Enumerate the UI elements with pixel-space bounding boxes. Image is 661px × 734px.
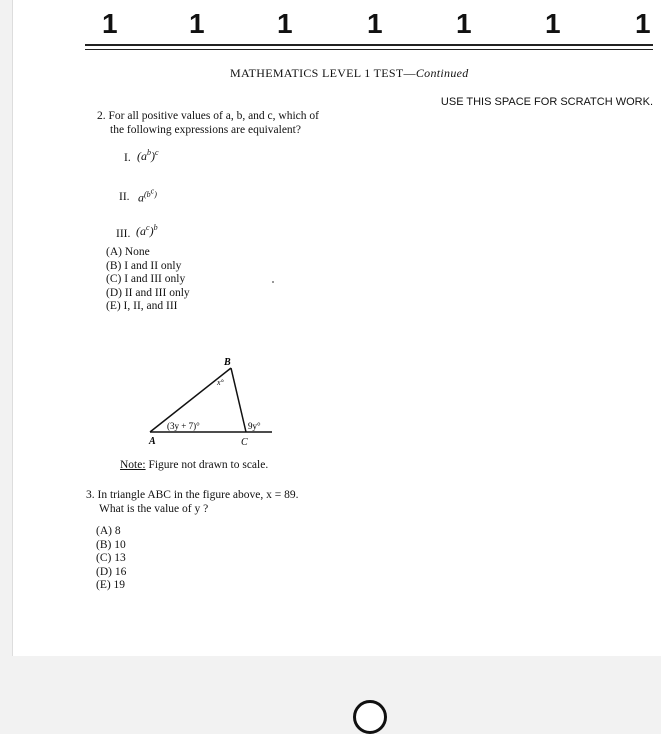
section-number-row (85, 8, 655, 48)
question-stem: In triangle ABC in the figure above, x = 89. (97, 489, 299, 501)
header-rule (85, 44, 653, 46)
answer-choice[interactable]: (B) I and II only (106, 259, 182, 272)
answer-choice[interactable]: (D) 16 (96, 565, 127, 578)
answer-choice[interactable]: (E) 19 (96, 579, 126, 592)
vertex-a-label: A (149, 436, 156, 447)
roman-numeral: I. (124, 152, 131, 164)
answer-choice[interactable]: (E) I, II, and III (106, 300, 178, 313)
question-stem-continued: What is the value of y ? (99, 502, 209, 515)
section-mark: 1 (102, 8, 118, 39)
vertex-c-label: C (241, 437, 248, 448)
expression-ii: $a^{(b^c)}$ (138, 186, 157, 205)
circle-button[interactable] (353, 700, 387, 734)
answer-choice[interactable]: (D) II and III only (106, 286, 190, 299)
answer-choice[interactable]: (A) 8 (96, 525, 121, 537)
answer-choice[interactable]: (A) None (106, 246, 150, 258)
question-2 (97, 110, 319, 137)
section-mark: 1 (277, 8, 293, 39)
section-mark: 1 (456, 8, 472, 39)
note-label: Note: (120, 459, 146, 471)
roman-numeral: II. (119, 191, 130, 203)
vertex-b-label: B (224, 357, 231, 368)
answer-choice[interactable]: (C) 13 (96, 552, 126, 565)
section-mark: 1 (635, 8, 651, 39)
expression-iii: $(a^c)^b$ (136, 223, 158, 238)
answer-choices-q2 (106, 246, 190, 314)
test-title: MATHEMATICS LEVEL 1 TEST (230, 66, 404, 80)
question-stem-continued: the following expressions are equivalent? (110, 123, 301, 136)
side-bc (231, 368, 246, 432)
angle-c-label: 9y° (248, 421, 261, 431)
question-stem: For all positive values of a, b, and c, which of (108, 110, 319, 122)
angle-a-label: (3y + 7)° (167, 421, 200, 431)
question-number: 2. (97, 110, 106, 122)
figure-note (120, 459, 268, 471)
question-number: 3. (86, 489, 95, 501)
scratch-work-label: USE THIS SPACE FOR SCRATCH WORK. (440, 96, 653, 108)
note-text: Figure not drawn to scale. (148, 459, 269, 471)
angle-b-label: x° (217, 378, 224, 387)
section-mark: 1 (545, 8, 561, 39)
continued-label: Continued (415, 66, 469, 80)
expression-i: $(a^b)^c$ (137, 148, 159, 163)
triangle-figure (140, 352, 280, 452)
stray-mark (272, 281, 274, 283)
section-mark: 1 (367, 8, 383, 39)
answer-choices-q3 (96, 525, 126, 593)
header-rule-thin (85, 49, 653, 50)
answer-choice[interactable]: (C) I and III only (106, 273, 186, 286)
question-3 (86, 489, 299, 516)
answer-choice[interactable]: (B) 10 (96, 538, 126, 551)
page-header: MATHEMATICS LEVEL 1 TEST—Continued (230, 66, 469, 80)
roman-numeral: III. (116, 228, 131, 240)
section-mark: 1 (189, 8, 205, 39)
